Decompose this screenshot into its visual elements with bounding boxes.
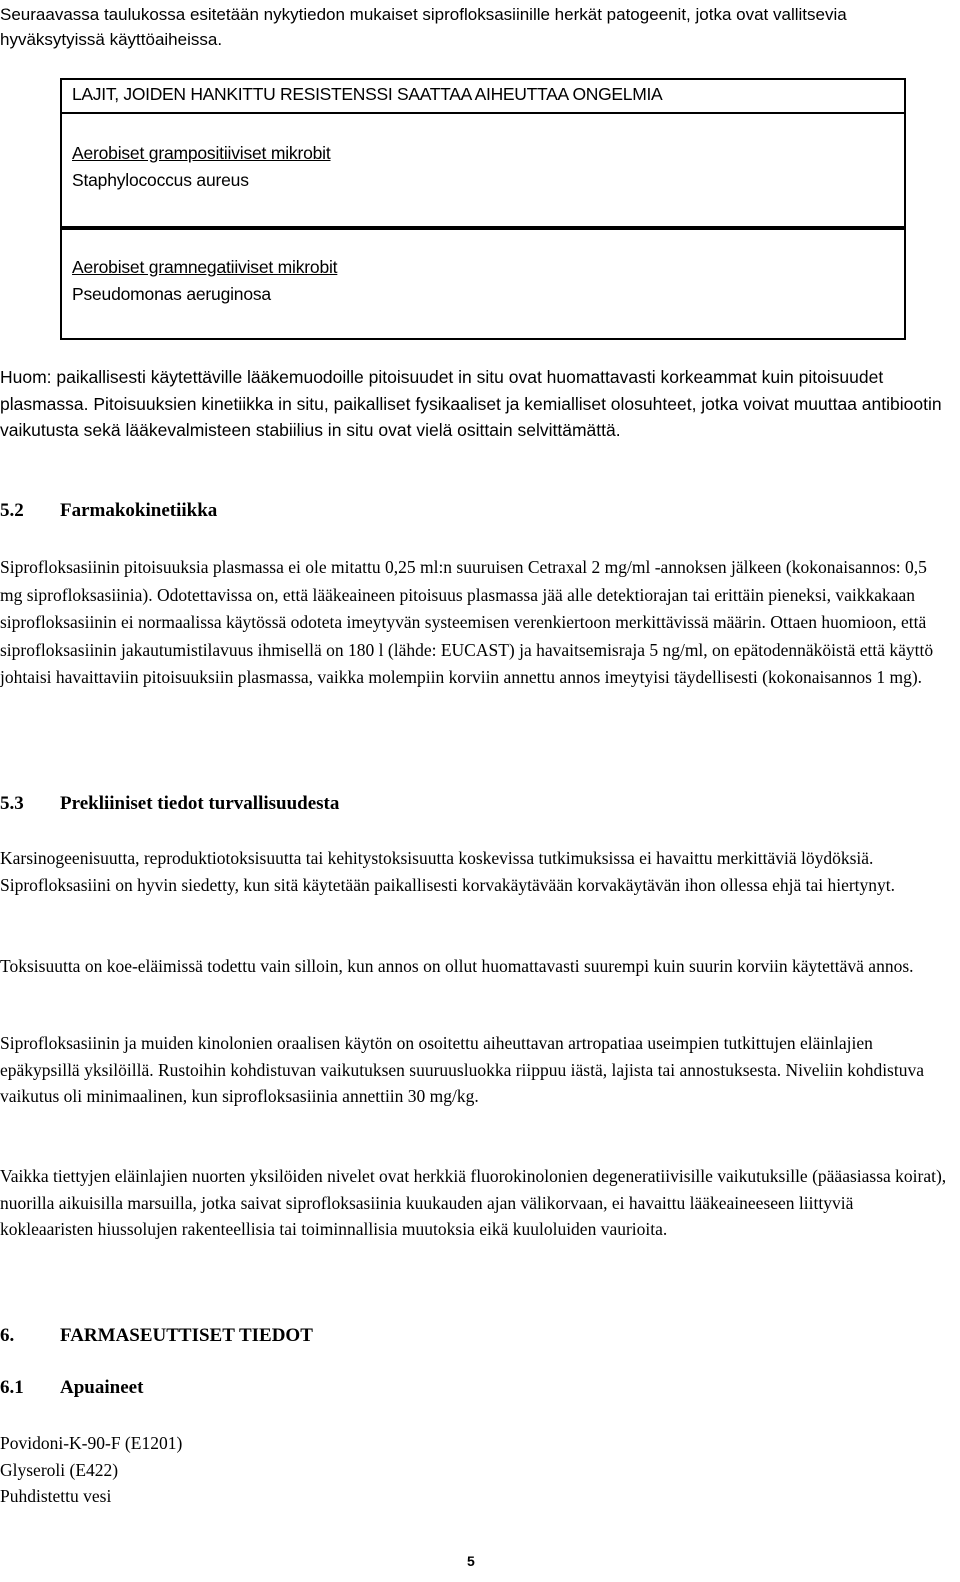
section-number: 6. [0,1325,15,1346]
section-title: Apuaineet [60,1377,144,1398]
grampositive-group [72,140,331,194]
section-5-2-text: Siprofloksasiinin pitoisuuksia plasmassa ei ole mitattu 0,25 ml:n suuruisen Cetraxal 2 mg/ml -annoksen jälkeen (kokonaisannos: 0,5 mg siprofloksasiinia). Odotettavissa on, että lääkeaineen pitoisuus plasmassa jää alle detektiorajan tai erittäin pieneksi, vaikkakaan siprofloksasiinin ei normaalissa käytössä odoteta imeytyvän systeemisen verenkiertoon merkittävissä määrin. Ottaen huomioon, että siprofloksasiinin jakautumistilavuus ihmisellä on 180 l (lähde: EUCAST) ja havaitsemisraja 5 ng/ml, on epätodennäköistä että käyttö johtaisi havaittaviin pitoisuuksiin plasmassa, vaikka molempiin korviin annettu annos imeytyisi täydellisesti (kokonaisannos 1 mg). [0,557,934,687]
section-title: Prekliiniset tiedot turvallisuudesta [60,793,340,814]
section-number: 6.1 [0,1377,24,1398]
excipient-item: Puhdistettu vesi [0,1486,112,1506]
section-5-2-heading [0,500,217,522]
intro-paragraph: Seuraavassa taulukossa esitetään nykytiedon mukaiset siprofloksasiinille herkät patogeenit, jotka ovat vallitsevia hyväksytyissä käyttöaiheissa. [0,5,847,49]
gramnegative-title: Aerobiset gramnegatiiviset mikrobit [72,257,338,277]
section-6-heading [0,1325,313,1347]
note-paragraph: Huom: paikallisesti käytettäville lääkemuodoille pitoisuudet in situ ovat huomattavasti korkeammat kuin pitoisuudet plasmassa. Pitoisuuksien kinetiikka in situ, paikalliset fysikaaliset ja kemialliset olosuhteet, jotka voivat muuttaa antibiootin vaikutusta sekä lääkevalmisteen stabiilius in situ ovat vielä osittain selvittämättä. [0,367,942,440]
grampositive-title: Aerobiset grampositiiviset mikrobit [72,143,331,163]
gramnegative-group [72,254,337,308]
gramnegative-item: Pseudomonas aeruginosa [72,284,271,304]
excipients-list [0,1430,950,1510]
section-title: Farmakokinetiikka [60,500,218,521]
grampositive-item: Staphylococcus aureus [72,170,249,190]
table-header: LAJIT, JOIDEN HANKITTU RESISTENSSI SAATTAA AIHEUTTAA ONGELMIA [72,84,663,104]
section-5-3-paragraph-1: Karsinogeenisuutta, reproduktiotoksisuutta tai kehitystoksisuutta koskevissa tutkimuksissa ei havaittu merkittäviä löydöksiä. Siprofloksasiini on hyvin siedetty, kun sitä käytetään paikallisesti korvakäytävään korvakäytävän ihon ollessa ehjä tai hiertynyt. [0,848,896,895]
section-5-3-heading [0,793,339,815]
page-number: 5 [467,1553,475,1569]
section-title: FARMASEUTTISET TIEDOT [60,1325,313,1346]
section-5-3-paragraph-2: Toksisuutta on koe-eläimissä todettu vain silloin, kun annos on ollut huomattavasti suurempi kuin suurin korviin käytettävä annos. [0,956,914,976]
section-number: 5.3 [0,793,24,814]
excipient-item: Povidoni-K-90-F (E1201) [0,1433,183,1453]
section-5-3-paragraph-4: Vaikka tiettyjen eläinlajien nuorten yksilöiden nivelet ovat herkkiä fluorokinolonien degeneratiivisille vaikutuksille (pääasiassa koirat), nuorilla aikuisilla marsuilla, jotka saivat siprofloksasiinia kuukauden ajan välikorvaan, ei havaittu lääkeaineeseen liittyviä kokleaaristen hiussolujen rakenteellisia tai toiminnallisia muutoksia eikä kuuloluiden vaurioita. [0,1166,947,1239]
section-5-3-paragraph-3: Siprofloksasiinin ja muiden kinolonien oraalisen käytön on osoitettu aiheuttavan artropatiaa useimpien tutkittujen eläinlajien epäkypsillä yksilöillä. Rustoihin kohdistuvan vaikutuksen suuruusluokka riippuu iästä, lajista tai annostuksesta. Niveliin kohdistuva vaikutus oli minimaalinen, kun siprofloksasiinia annettiin 30 mg/kg. [0,1033,924,1106]
section-number: 5.2 [0,500,24,521]
excipient-item: Glyseroli (E422) [0,1459,119,1480]
section-6-1-heading [0,1377,143,1399]
